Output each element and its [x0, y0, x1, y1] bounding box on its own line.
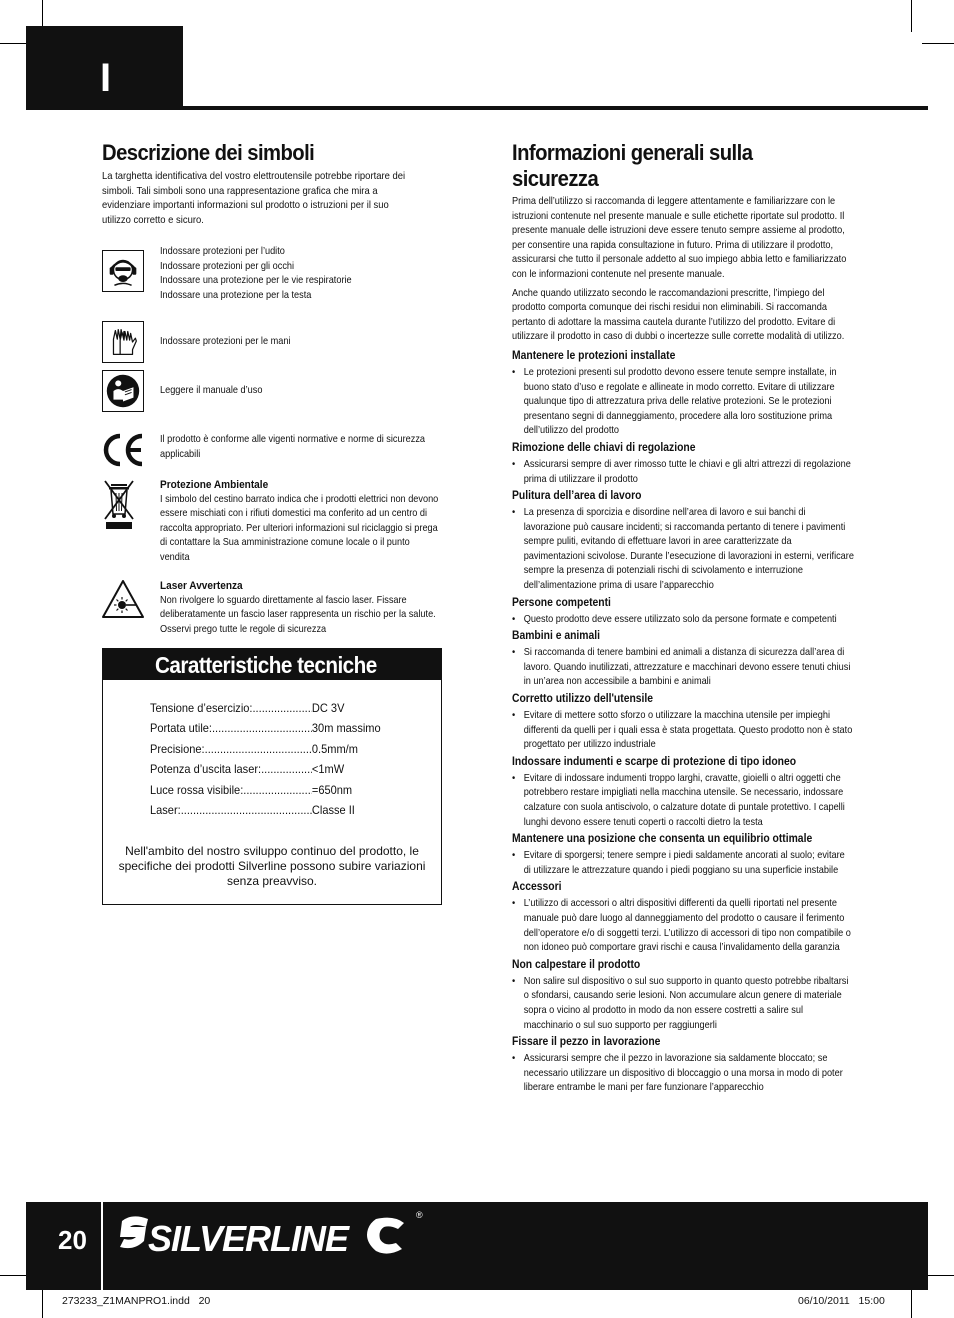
symbol-text-ce [160, 433, 439, 462]
symbol-text-laser [160, 579, 439, 637]
symbols-title: Descrizione dei simboli [102, 140, 315, 165]
safety-heading: Fissare il pezzo in lavorazione [512, 1036, 661, 1049]
specs-header-bar [103, 649, 441, 680]
spec-row [150, 739, 408, 759]
brand-wordmark: SILVERLINE [148, 1218, 349, 1259]
spec-label: Potenza d’uscita laser: ..... [150, 759, 312, 779]
safety-bullet: • L’utilizzo di accessori o altri dispositivi differenti da quelli riportati nel presente manuale può dare luogo al danneggiamento del prodotto o causare il ferimento dell’operatore e/o di soggetti terzi. L’utilizzo di accessori di tipo non compatibile o non idoneo può comportare gravi rischi e causa l’invalidamento della garanzia [512, 897, 854, 955]
symbol-line: I simbolo del cestino barrato indica che i prodotti elettrici non devono essere mischiati con i rifiuti domestici ma conferito ad un centro di raccolta appropriato. Per ulteriori informazioni sul riciclaggio si prega di contattare la Sua amministrazione comune locale o il punto vendita [160, 493, 439, 563]
spec-row [150, 718, 408, 738]
symbol-line: Indossare una protezione per la testa [160, 289, 312, 301]
spec-label: Laser: ..... [150, 800, 312, 820]
header-rule [183, 106, 928, 110]
language-letter: I [100, 56, 112, 100]
spec-value: Classe II [311, 803, 355, 818]
safety-heading: Accessori [512, 881, 562, 894]
footer-divider [101, 1202, 103, 1290]
safety-paragraph: Prima dell’utilizzo si raccomanda di leggere attentamente e familiarizzare con le istruzioni contenute nel presente manuale e sulle etichette riportate sul prodotto. Il presente manuale delle istruzioni deve essere tenuto sempre assieme al prodotto, per consentire una rapida consultazione in futuro. Prima di utilizzare il prodotto, assicurarsi che tutto il personale addetto al suo impiego abbia letto e familiarizzato con le informazioni contenute nel presente manuale. [512, 196, 847, 280]
file-slug: 273233_Z1MANPRO1.indd 20 [62, 1295, 211, 1307]
spec-value: 30m massimo [311, 721, 381, 736]
specs-note: Nell'ambito del nostro sviluppo continuo del prodotto, le specifiche dei prodotti Silverline possono subire variazioni senza preavviso. [118, 844, 426, 888]
registered-mark: ® [416, 1210, 423, 1220]
spec-row [150, 759, 408, 779]
symbol-text-environment [160, 478, 439, 566]
spec-value: DC 3V [311, 701, 345, 715]
safety-bullet: • La presenza di sporcizia e disordine nell’area di lavoro e sui banchi di lavorazione può causare incidenti; si raccomanda pertanto di tenere i pavimenti sempre puliti, evitando di effettuare lavori in aree caratterizzate da pavimentazioni scivolose. Durante l’esecuzione di lavorazioni in esterni, verificare sempre la presenza di potenziali rischi di scivolamento e interruzione dell’alimentazione prima di usare l’apparecchio [512, 506, 854, 594]
symbol-text-manual [160, 384, 439, 399]
crop-mark [911, 1286, 912, 1318]
safety-bullet: • Si raccomanda di tenere bambini ed animali a distanza di sicurezza dall’area di lavoro. Quando inutilizzati, attrezzature e macchinari devono essere tenuti chiusi in un’area non accessibile a bambini e animali [512, 646, 854, 690]
specs-table [150, 698, 430, 820]
spec-label: Luce rossa visibile: ..... [150, 780, 312, 800]
safety-heading: Indossare indumenti e scarpe di protezione di tipo idoneo [512, 755, 797, 768]
safety-bullet: • Questo prodotto deve essere utilizzato solo da persone formate e competenti [512, 613, 854, 628]
spec-row [150, 800, 408, 820]
laser-warning-icon [100, 578, 146, 620]
spec-row [150, 698, 408, 718]
safety-title: Informazioni generali sulla sicurezza [512, 140, 753, 191]
date-slug: 06/10/2011 15:00 [798, 1295, 885, 1307]
safety-body [512, 195, 854, 1098]
safety-heading: Corretto utilizzo dell'utensile [512, 693, 654, 706]
symbol-line: Indossare una protezione per le vie respiratorie [160, 275, 352, 287]
safety-heading: Non calpestare il prodotto [512, 958, 641, 971]
spec-row [150, 780, 408, 800]
symbol-line: Leggere il manuale d’uso [160, 385, 263, 396]
ppe-head-icon [102, 250, 144, 292]
crossed-bin-icon [101, 478, 137, 530]
crop-mark [911, 0, 912, 32]
symbols-intro: La targhetta identificativa del vostro elettroutensile potrebbe riportare dei simboli. Tali simboli sono una rappresentazione grafica che mira a evidenziare importanti informazioni sul prodotto o istruzioni per il suo utilizzo corretto e sicuro. [102, 170, 406, 226]
symbol-heading: Protezione Ambientale [160, 479, 269, 491]
safety-heading: Persone competenti [512, 596, 611, 609]
safety-heading: Mantenere le protezioni installate [512, 349, 676, 362]
page-number: 20 [58, 1225, 87, 1255]
symbol-text-gloves [160, 335, 439, 350]
safety-bullet: • Evitare di sporgersi; tenere sempre i piedi saldamente ancorati al suolo; evitare di utilizzare le attrezzature quando i piedi poggiano su una superficie instabile [512, 849, 854, 878]
symbol-line: Indossare protezioni per l’udito [160, 246, 285, 257]
spec-value: =650nm [311, 782, 353, 797]
safety-bullet: • Assicurarsi sempre di aver rimosso tutte le chiavi e gli altri attrezzi di regolazione prima di utilizzare il prodotto [512, 458, 854, 487]
safety-bullet: • Evitare di mettere sotto sforzo o utilizzare la macchina utensile per impieghi differenti da quelli per i quali essa è stata progettata. Questo prodotto non è stato progettato per utilizzo industriale [512, 709, 854, 753]
safety-bullet: • Le protezioni presenti sul prodotto devono essere tenute sempre installate, in buono stato d’uso e regolate e allineate in modo corretto. Evitare di utilizzare qualunque tipo di attrezzatura priva delle relative protezioni. Se le protezioni presentano segni di danneggiamento, procedere alla loro sostituzione prima dell’utilizzo del prodotto [512, 366, 854, 439]
ce-mark-icon [100, 431, 146, 469]
spec-value: <1mW [311, 762, 345, 777]
symbol-line: Non rivolgere lo sguardo direttamente al fascio laser. Fissare deliberatamente un fascio laser rappresenta un rischio per la salute. Osservi prego tutte le regole di sicurezza [160, 594, 436, 635]
crop-mark [42, 1286, 43, 1318]
specs-title: Caratteristiche tecniche [155, 652, 377, 678]
symbol-line: Indossare protezioni per gli occhi [160, 260, 295, 272]
spec-value: 0.5mm/m [311, 741, 358, 756]
spec-label: Tensione d’esercizio: ..... [150, 698, 312, 718]
symbol-line: Indossare protezioni per le mani [160, 336, 291, 347]
gloves-icon [102, 321, 144, 363]
spec-label: Portata utile: ..... [150, 718, 312, 738]
safety-bullet: • Assicurarsi sempre che il pezzo in lavorazione sia saldamente bloccato; se necessario utilizzare un dispositivo di bloccaggio o una morsa in modo di poter liberare entrambe le mani per fare funzionare l’apparecchio [512, 1052, 854, 1096]
safety-heading: Pulitura dell’area di lavoro [512, 490, 642, 503]
symbol-text-ppe [160, 245, 439, 303]
safety-paragraph: Anche quando utilizzato secondo le raccomandazioni prescritte, l’impiego del prodotto comporta comunque dei rischi residui non eliminabili. Si raccomanda pertanto di adottare la massima cautela durante l’utilizzo del prodotto. Evitare di utilizzare il prodotto in caso di dubbi o incertezze sulle corrette modalità di utilizzo. [512, 287, 845, 343]
safety-heading: Rimozione delle chiavi di regolazione [512, 441, 696, 454]
silverline-logo [118, 1211, 418, 1268]
crop-mark [922, 43, 954, 44]
symbol-heading: Laser Avvertenza [160, 580, 243, 592]
safety-heading: Mantenere una posizione che consenta un equilibrio ottimale [512, 833, 813, 846]
safety-heading: Bambini e animali [512, 630, 601, 643]
safety-bullet: • Non salire sul dispositivo o sul suo supporto in quanto questo potrebbe ribaltarsi o sfondarsi, causando serie lesioni. Non accumulare alcun genere di materiale sopra o vicino al prodotto in modo da non essere costretti a salire sul macchinario o sul suo supporto per raggiungerli [512, 975, 854, 1033]
spec-label: Precisione: ..... [150, 739, 312, 759]
safety-bullet: • Evitare di indossare indumenti troppo larghi, cravatte, gioielli o altri oggetti che potrebbero restare impigliati nella macchina utensile. Se necessario, indossare calzature con suola antiscivolo, o calzature dotate di puntale protettivo. I capelli lunghi devono essere tenuti coperti o raccolti dietro la testa [512, 772, 854, 830]
specs-box [102, 648, 442, 905]
read-manual-icon [102, 370, 144, 412]
symbol-line: Il prodotto è conforme alle vigenti normative e norme di sicurezza applicabili [160, 434, 426, 460]
